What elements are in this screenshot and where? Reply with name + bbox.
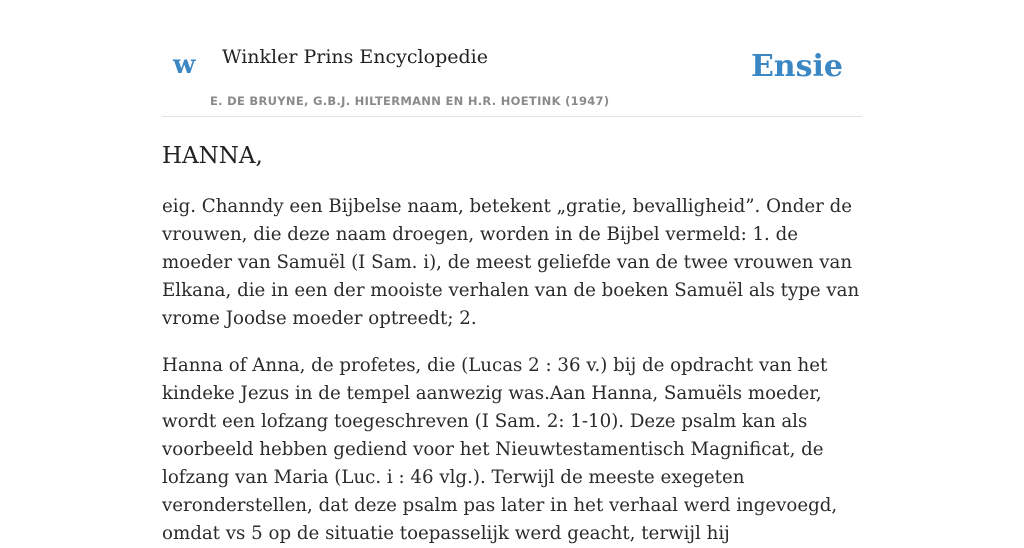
publication-title[interactable]: Winkler Prins Encyclopedie: [222, 46, 488, 68]
entry-title: HANNA,: [162, 143, 263, 169]
article-paragraph: Hanna of Anna, de profetes, die (Lucas 2 : 36 v.) bij de opdracht van het kindeke Jezus in de tempel aanwezig was.Aan Hanna, Samuëls moeder, wordt een lofzang toegeschreven (I Sam. 2: 1-10). Deze psalm kan als voorbeeld hebben gediend voor het Nieuwtestamentisch Magnificat, de lofzang van Maria (Luc. i : 46 vlg.). Terwijl de meeste exegeten veronderstellen, dat deze psalm pas later in het verhaal werd ingevoegd, omdat vs 5 op de situatie toepasselijk werd geacht, terwijl hij: [162, 354, 838, 544]
article-paragraph: eig. Channdy een Bijbelse naam, betekent „gratie, bevalligheid”. Onder de vrouwen, die deze naam droegen, worden in de Bijbel vermeld: 1. de moeder van Samuël (I Sam. i), de meest geliefde van de twee vrouwen van Elkana, die in een der mooiste verhalen van de boeken Samuël als type van vrome Joodse moeder optreedt; 2.: [162, 195, 860, 329]
winkler-prins-logo[interactable]: w: [173, 50, 196, 80]
publication-authors: E. DE BRUYNE, G.B.J. HILTERMANN EN H.R. HOETINK (1947): [210, 94, 610, 108]
document-page: [162, 0, 862, 548]
publication-header: [162, 0, 862, 117]
ensie-logo[interactable]: Ensie: [750, 49, 843, 84]
